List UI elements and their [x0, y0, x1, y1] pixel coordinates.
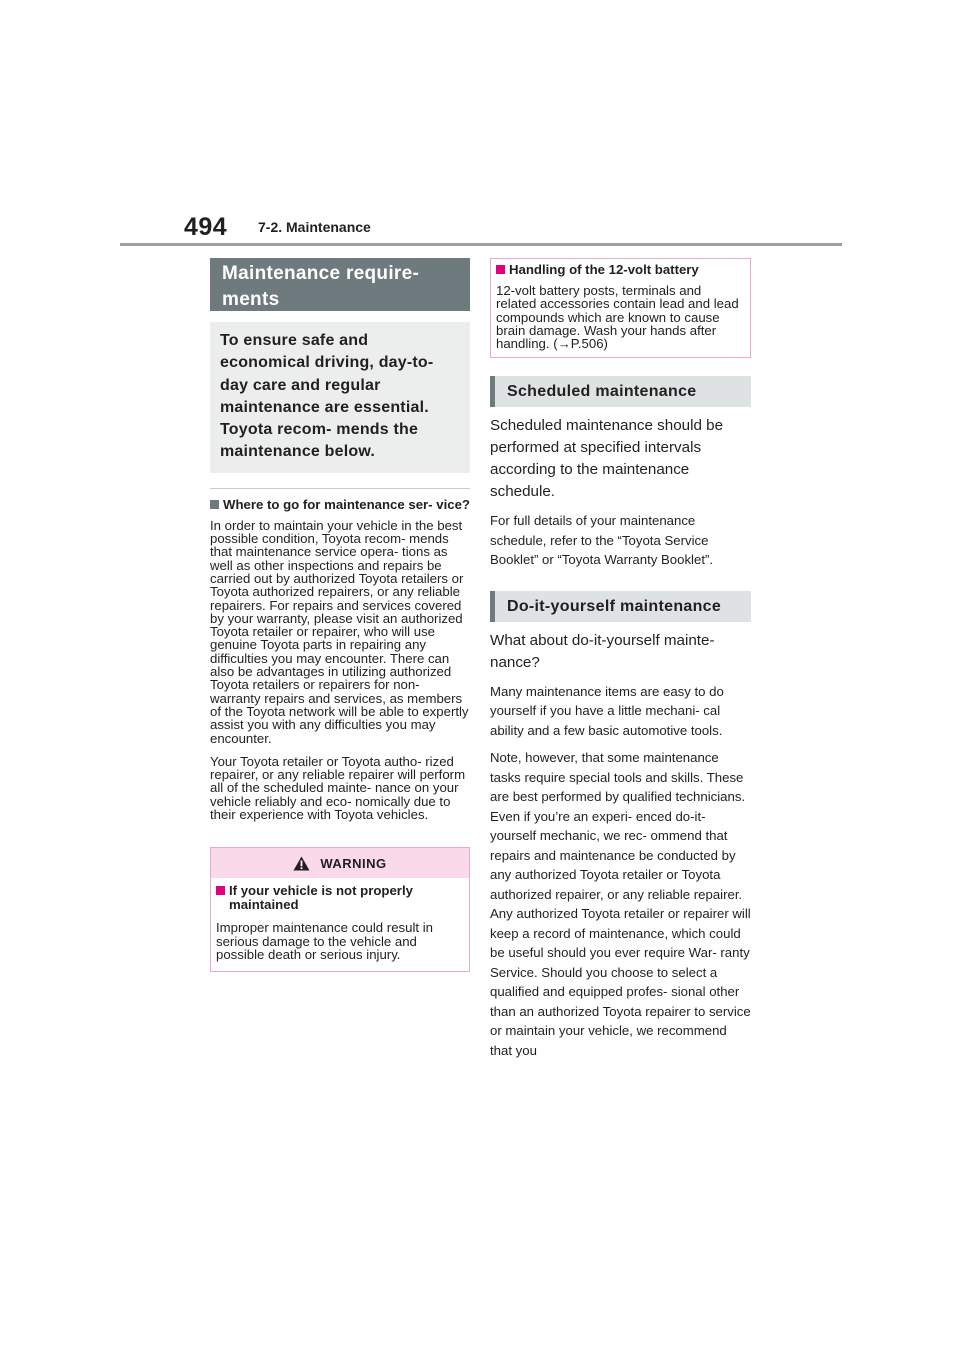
scheduled-text: For full details of your maintenance schedule, refer to the “Toyota Service Booklet” or “Toyota Warranty Booklet”.	[490, 513, 714, 568]
intro-box: To ensure safe and economical driving, day-to-day care and regular maintenance are essential. Toyota recom- mends the maintenance below.	[210, 322, 470, 473]
warning-subheading	[216, 884, 464, 912]
square-bullet-icon	[216, 886, 225, 895]
warning-text: Improper maintenance could result in serious damage to the vehicle and possible death or serious injury.	[216, 920, 433, 962]
maintenance-requirements-heading	[210, 258, 470, 311]
warning-label: WARNING	[320, 855, 387, 871]
divider	[210, 488, 470, 489]
where-to-go-heading	[210, 498, 470, 512]
header-rule	[120, 243, 842, 246]
heading-line-1: Maintenance require-	[222, 263, 420, 284]
square-bullet-icon	[496, 265, 505, 274]
battery-heading-text: Handling of the 12-volt battery	[509, 262, 699, 277]
battery-note-box	[490, 258, 751, 358]
warning-header	[211, 848, 469, 878]
warning-subheading-text: If your vehicle is not properly maintained	[229, 883, 413, 913]
diy-paragraph-2: Note, however, that some maintenance tasks require special tools and skills. These are best performed by qualified technicians. Even if you’re an experi- enced do-it-yourself mechanic, we rec- ommend that repairs and maintenance be conducted by any authorized Toyota retailer or Toyota authorized repairer, or any reliable repairer. Any authorized Toyota retailer or repairer will keep a record of maintenance, which could be useful should you ever require War- ranty Service. Should you choose to select a qualified and equipped profes- sional other than an authorized Toyota repairer to service or maintain your vehicle, we recommend that you	[490, 750, 751, 1058]
scheduled-lead: Scheduled maintenance should be performed at specified intervals according to the maintenance schedule.	[490, 417, 724, 501]
right-column	[490, 258, 751, 1060]
warning-triangle-icon	[293, 856, 310, 871]
where-to-go-heading-text: Where to go for maintenance ser- vice?	[223, 496, 470, 512]
left-column	[210, 258, 470, 972]
warning-body	[211, 878, 469, 971]
diy-paragraph-1: Many maintenance items are easy to do yourself if you have a little mechani- cal ability and a few basic automotive tools.	[490, 683, 724, 738]
warning-box	[210, 847, 470, 972]
page-number: 494	[184, 213, 228, 241]
square-bullet-icon	[210, 500, 219, 509]
section-title: 7-2. Maintenance	[258, 219, 371, 235]
diy-lead: What about do-it-yourself mainte- nance?	[490, 631, 715, 671]
scheduled-maintenance-heading: Scheduled maintenance	[490, 376, 751, 407]
diy-maintenance-heading: Do-it-yourself maintenance	[490, 591, 751, 622]
where-to-go-paragraph-1: In order to maintain your vehicle in the best possible condition, Toyota recom- mends that maintenance service opera- tions as well as other inspections and repairs be carried out by authorized Toyota retailers or Toyota authorized repairers, or any reliable repairers. For repairs and services covered by your warranty, please visit an authorized Toyota retailer or repairer, who will use genuine Toyota parts in repairing any difficulties you may encounter. There can also be advantages in utilizing authorized Toyota retailers or repairers for non-warranty repairs and services, as members of the Toyota network will be able to expertly assist you with any difficulties you may encounter.	[210, 517, 469, 746]
heading-line-2: ments	[222, 289, 280, 310]
where-to-go-paragraph-2: Your Toyota retailer or Toyota autho- rized repairer, or any reliable repairer will perform all of the scheduled mainte- nance on your vehicle reliably and eco- nomically due to their experience with Toyota vehicles.	[210, 753, 466, 823]
battery-heading	[496, 263, 744, 277]
battery-text: 12-volt battery posts, terminals and related accessories contain lead and lead compounds which are known to cause brain damage. Wash your hands after handling. (→P.506)	[496, 283, 739, 352]
